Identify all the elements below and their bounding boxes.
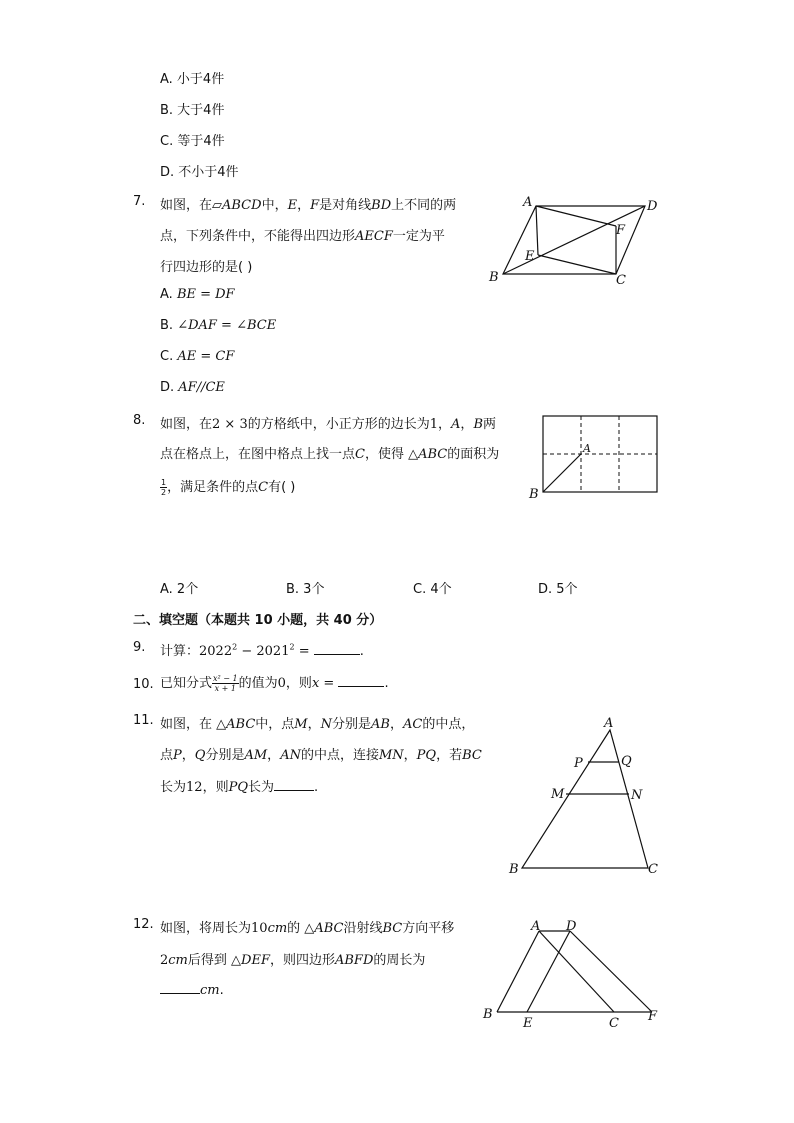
q7-option-d: D. AF//CE (160, 380, 225, 395)
q7-label-b: B (489, 270, 499, 285)
q8-option-d: D. 5个 (538, 582, 578, 597)
q12-label-e: E (523, 1016, 533, 1031)
q12-line2: 2cm后得到 △DEF，则四边形ABFD的周长为 (160, 953, 426, 968)
q7-number: 7. (133, 194, 146, 209)
q9-answer-blank[interactable] (314, 642, 360, 655)
q11-label-a: A (604, 716, 614, 731)
q10-answer-blank[interactable] (338, 674, 384, 687)
q11-triangle-figure (500, 712, 670, 882)
q6-option-a: A. 小于4件 (160, 72, 225, 87)
q10-number: 10. (133, 677, 154, 692)
q11-line1: 如图，在 △ABC中，点M，N分别是AB，AC的中点， (160, 717, 475, 732)
q7-option-c: C. AE = CF (160, 349, 235, 364)
q11-label-q: Q (621, 754, 632, 769)
section-title-fill-in: 二、填空题（本题共 10 小题，共 40 分） (133, 613, 383, 628)
q10-fraction: $\frac{\text{x² − 1}}{x + 1}$ (213, 674, 238, 693)
q7-label-d: D (647, 199, 658, 214)
q12-label-c: C (609, 1016, 619, 1031)
q12-translation-figure (480, 912, 665, 1032)
q11-label-c: C (648, 862, 658, 877)
q12-label-b: B (483, 1007, 493, 1022)
q8-option-b: B. 3个 (286, 582, 325, 597)
q12-line1: 如图，将周长为10cm的 △ABC沿射线BC方向平移 (160, 921, 455, 936)
q12-label-f: F (648, 1009, 658, 1024)
q8-grid-figure (525, 408, 665, 503)
q11-line2: 点P，Q分别是AM，AN的中点，连接MN，PQ，若BC (160, 748, 482, 763)
q7-line3: 行四边形的是( ) (160, 260, 253, 275)
q8-fraction: $\frac{1}{2}$ (161, 478, 167, 497)
q12-label-a: A (531, 919, 541, 934)
q12-number: 12. (133, 917, 154, 932)
q7-label-e: E (525, 249, 535, 264)
q8-line1: 如图，在2 × 3的方格纸中，小正方形的边长为1，A，B两 (160, 417, 497, 432)
q7-parallelogram-figure (485, 190, 665, 290)
q9-text: 计算：$2022^2 - 2021^2$ = . (160, 642, 364, 659)
q9-number: 9. (133, 640, 146, 655)
q11-label-n: N (631, 788, 643, 803)
q11-label-m: M (551, 787, 565, 802)
q12-line3: cm. (160, 981, 224, 998)
q8-option-a: A. 2个 (160, 582, 199, 597)
q8-label-b: B (529, 487, 539, 502)
q8-option-c: C. 4个 (413, 582, 452, 597)
q7-label-c: C (616, 273, 626, 288)
q11-answer-blank[interactable] (274, 778, 314, 791)
q8-label-a: A (583, 442, 591, 455)
q12-answer-blank[interactable] (160, 981, 200, 994)
q7-line2: 点，下列条件中，不能得出四边形AECF一定为平 (160, 229, 445, 244)
q6-option-c: C. 等于4件 (160, 134, 225, 149)
q11-label-p: P (574, 756, 583, 771)
q7-option-b: B. ∠DAF = ∠BCE (160, 318, 277, 333)
q7-line1: 如图，在▱ABCD中，E，F是对角线BD上不同的两 (160, 198, 457, 213)
q10-text: 已知分式 $\frac{\text{x² − 1}}{x + 1}$ 的值为0，则x = . (160, 674, 389, 693)
q6-option-d: D. 不小于4件 (160, 165, 239, 180)
q6-option-b: B. 大于4件 (160, 103, 225, 118)
q11-number: 11. (133, 713, 154, 728)
q11-label-b: B (509, 862, 519, 877)
q7-option-a: A. BE = DF (160, 287, 235, 302)
q8-number: 8. (133, 413, 146, 428)
q11-line3: 长为12，则PQ长为 . (160, 780, 319, 795)
q12-label-d: D (566, 919, 577, 934)
q8-line2: 点在格点上，在图中格点上找一点C，使得 △ABC的面积为 (160, 447, 500, 462)
q8-line3: $\frac{1}{2}$ ，满足条件的点C有( ) (161, 478, 296, 497)
q7-label-f: F (616, 223, 626, 238)
q7-label-a: A (523, 195, 533, 210)
